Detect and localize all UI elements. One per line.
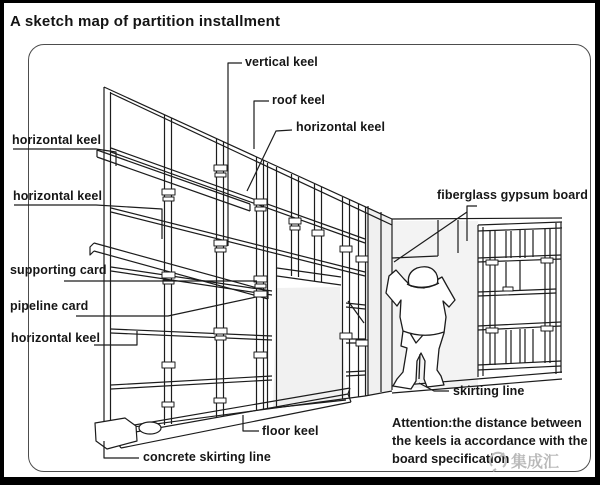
label-roof-keel: roof keel bbox=[272, 93, 325, 107]
shading bbox=[273, 206, 478, 407]
label-concrete-skirting-line: concrete skirting line bbox=[143, 450, 271, 464]
frame-edge-top bbox=[0, 0, 600, 3]
attention-line-3: board specification bbox=[392, 451, 510, 466]
label-floor-keel: floor keel bbox=[262, 424, 319, 438]
page-title: A sketch map of partition installment bbox=[10, 13, 281, 30]
label-horizontal-keel-3: horizontal keel bbox=[11, 331, 101, 345]
label-pipeline-card: pipeline card bbox=[10, 299, 89, 313]
watermark bbox=[487, 449, 559, 472]
label-skirting-line: skirting line bbox=[453, 384, 525, 398]
attention-line-2: the keels ia accordance with the bbox=[392, 433, 588, 448]
main-wall-framing bbox=[90, 87, 392, 433]
frame-edge-left bbox=[0, 0, 4, 485]
watermark-text: 集成汇 bbox=[511, 454, 560, 471]
attention-line-1: Attention:the distance between bbox=[392, 415, 582, 430]
label-supporting-card: supporting card bbox=[10, 263, 107, 277]
label-horizontal-keel-2: horizontal keel bbox=[13, 189, 103, 203]
swoosh-logo-icon bbox=[487, 450, 509, 472]
label-vertical-keel: vertical keel bbox=[245, 55, 318, 69]
framing-panel bbox=[478, 222, 562, 377]
label-horizontal-keel-1: horizontal keel bbox=[12, 133, 102, 147]
frame-edge-right bbox=[595, 0, 600, 485]
label-fiberglass-gypsum-board: fiberglass gypsum board bbox=[437, 188, 588, 202]
label-horizontal-keel-top: horizontal keel bbox=[296, 120, 386, 134]
hard-hat bbox=[408, 267, 437, 288]
frame-edge-bottom bbox=[0, 477, 600, 485]
